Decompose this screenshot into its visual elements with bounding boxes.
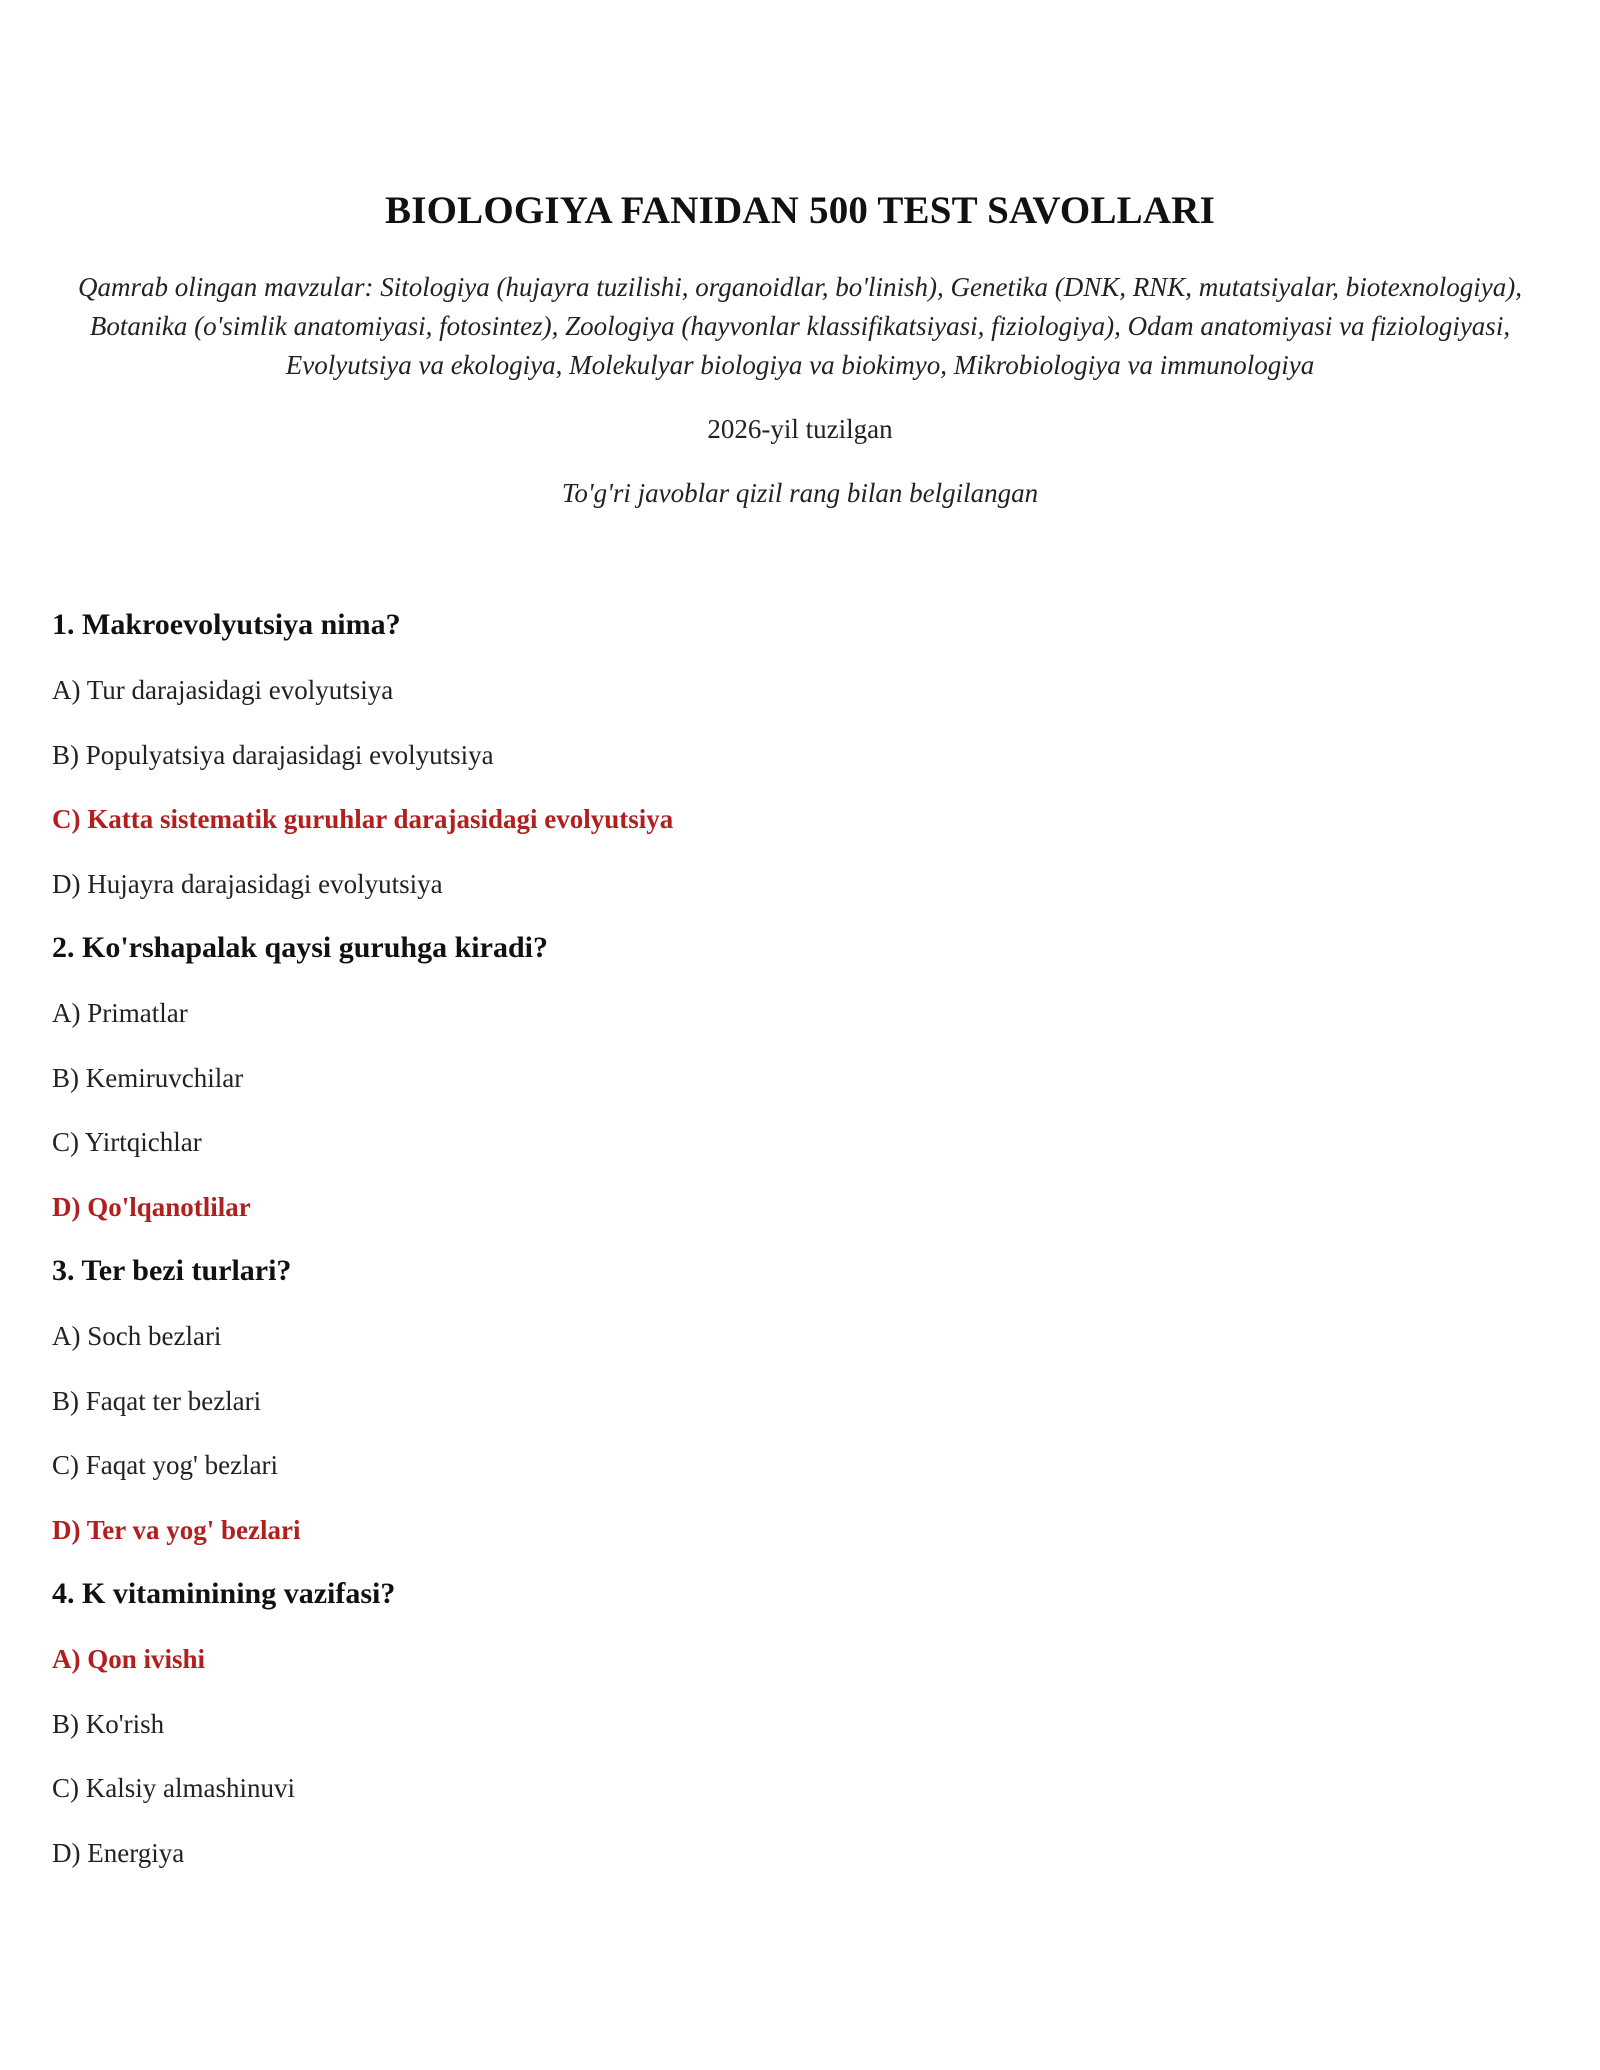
answer-option: B) Ko'rish — [52, 1708, 165, 1739]
answer-option: C) Faqat yog' bezlari — [52, 1450, 279, 1480]
answer-option: A) Soch bezlari — [52, 1321, 222, 1351]
answer-option: A) Tur darajasidagi evolyutsiya — [52, 675, 394, 705]
answer-option: D) Energiya — [52, 1837, 185, 1868]
document-title: BIOLOGIYA FANIDAN 500 TEST SAVOLLARI — [384, 189, 1215, 232]
question-title: 4. K vitaminining vazifasi? — [52, 1577, 396, 1610]
answer-option: C) Yirtqichlar — [52, 1127, 202, 1157]
topics-description: Qamrab olingan mavzular: Sitologiya (hujayra tuzilishi, organoidlar, bo'linish), Genetika (DNK, RNK, mutatsiyalar, biotexnologiya), Botanika (o'simlik anatomiyasi, fotosintez), Zoologiya (hayvonlar klassifikatsiyasi, fiziologiya), Odam anatomiyasi va fiziologiyasi, Evolyutsiya va ekologiya, Molekulyar biologiya va biokimyo, Mikrobiologiya va immunologiya — [78, 272, 1522, 380]
correct-answer-option: D) Qo'lqanotlilar — [52, 1191, 251, 1222]
question-block — [52, 926, 1552, 1249]
question-block — [52, 1249, 1552, 1572]
answer-key-note: To'g'ri javoblar qizil rang bilan belgilangan — [561, 478, 1039, 508]
correct-answer-option: D) Ter va yog' bezlari — [52, 1514, 301, 1545]
answer-option: A) Primatlar — [52, 998, 188, 1028]
correct-answer-option: C) Katta sistematik guruhlar darajasidagi evolyutsiya — [52, 804, 674, 834]
answer-option: C) Kalsiy almashinuvi — [52, 1773, 295, 1803]
question-list — [52, 603, 1552, 1895]
question-title: 2. Ko'rshapalak qaysi guruhga kiradi? — [52, 931, 548, 964]
answer-option: B) Kemiruvchilar — [52, 1062, 244, 1093]
question-title: 1. Makroevolyutsiya nima? — [52, 608, 401, 641]
correct-answer-option: A) Qon ivishi — [52, 1644, 206, 1674]
question-block — [52, 603, 1552, 926]
question-title: 3. Ter bezi turlari? — [52, 1254, 292, 1287]
answer-option: B) Faqat ter bezlari — [52, 1385, 262, 1416]
creation-year: 2026-yil tuzilgan — [707, 414, 893, 444]
answer-option: D) Hujayra darajasidagi evolyutsiya — [52, 868, 443, 899]
question-block — [52, 1572, 1552, 1895]
answer-option: B) Populyatsiya darajasidagi evolyutsiya — [52, 739, 494, 770]
